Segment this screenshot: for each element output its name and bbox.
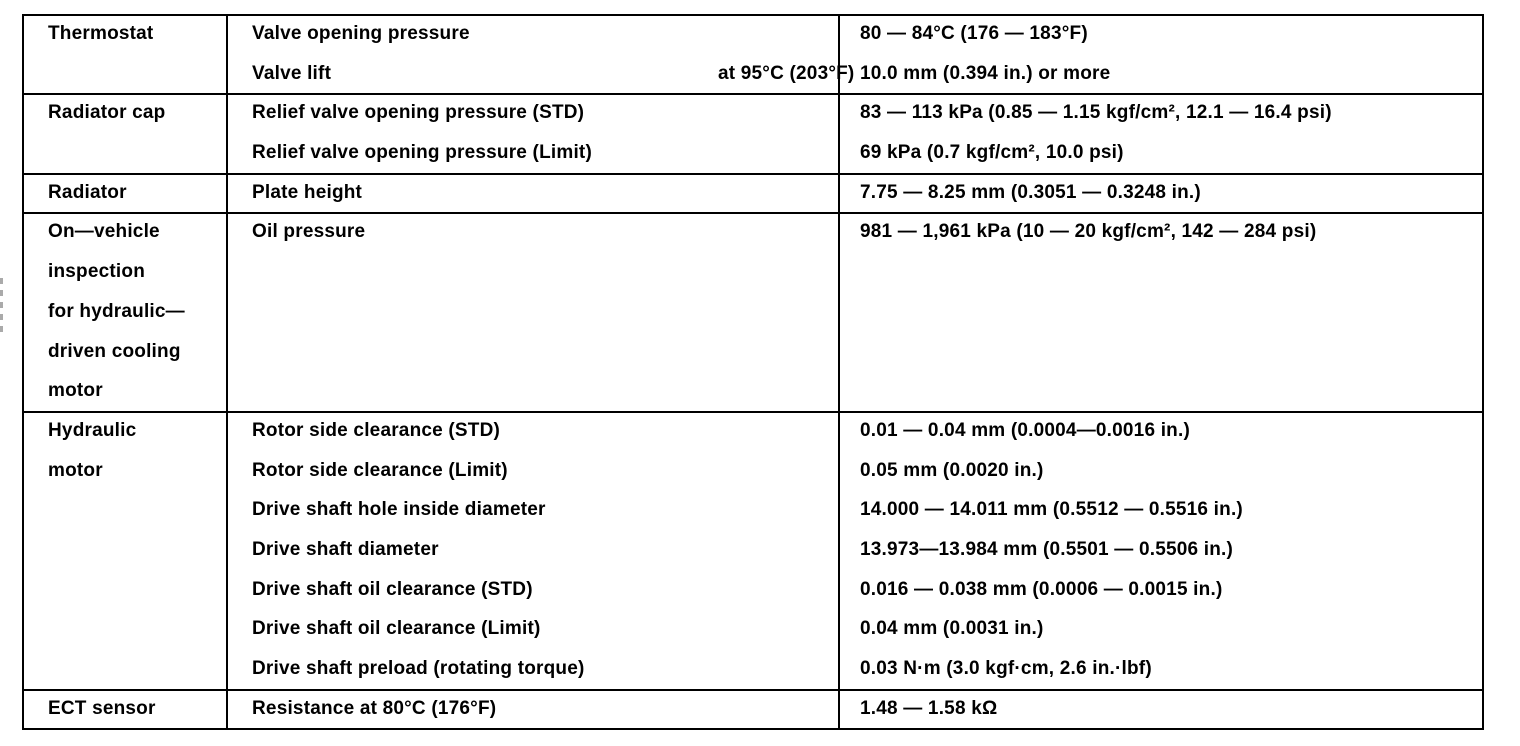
inspection-item [228,54,855,94]
inspection-item-label: Relief valve opening pressure (STD) [252,102,585,124]
component-name-line: motor [48,459,103,481]
component-name-line: Thermostat [48,23,154,44]
inspection-item-label: Oil pressure [252,221,366,243]
component-cell [23,412,227,690]
inspection-item [228,490,838,530]
spec-group-row [23,174,1483,214]
inspection-item [228,649,838,689]
inspection-item-cell [227,174,839,214]
specification-value: 7.75 — 8.25 mm (0.3051 — 0.3248 in.) [860,181,1201,203]
component-name-line: driven cooling [48,340,181,362]
component-cell [23,94,227,173]
component-name-line: inspection [48,261,146,283]
specification-value: 0.04 mm (0.0031 in.) [860,618,1044,640]
specification-value: 0.016 — 0.038 mm (0.0006 — 0.0015 in.) [860,578,1223,600]
inspection-item [228,411,838,451]
specification-value: 0.01 — 0.04 mm (0.0004—0.0016 in.) [860,419,1190,441]
inspection-item-label: Drive shaft preload (rotating torque) [252,658,585,679]
component-name-line: for hydraulic— [48,300,185,322]
component-name-line: motor [48,380,103,402]
inspection-item-cell [227,690,839,730]
specification-value: 14.000 — 14.011 mm (0.5512 — 0.5516 in.) [860,499,1243,521]
component-name-line: ECT sensor [48,697,156,719]
inspection-item-label: Relief valve opening pressure (Limit) [252,142,592,164]
inspection-item-label: Resistance at 80°C (176°F) [252,697,497,719]
inspection-item-label: Valve lift [252,62,332,84]
component-name-line: Radiator [48,181,127,203]
specification-value: 0.03 N·m (3.0 kgf·cm, 2.6 in.·lbf) [860,658,1152,679]
scan-artifact [0,278,3,338]
component-cell [23,690,227,730]
inspection-item [228,570,838,610]
component-cell [23,213,227,411]
inspection-item-label: Rotor side clearance (Limit) [252,459,508,481]
inspection-item-label: Plate height [252,181,363,203]
specification-value-cell [839,15,1483,94]
specification-value: 1.48 — 1.58 kΩ [860,697,998,719]
specification-value-cell [839,213,1483,411]
specification-value-cell [839,412,1483,690]
specification-value: 83 — 113 kPa (0.85 — 1.15 kgf/cm², 12.1 — 16.4 psi) [860,102,1332,124]
inspection-item [228,93,838,133]
specification-value: 981 — 1,961 kPa (10 — 20 kgf/cm², 142 — 284 psi) [860,221,1317,243]
specification-value: 69 kPa (0.7 kgf/cm², 10.0 psi) [860,142,1124,164]
component-name-line: Radiator cap [48,102,166,124]
component-name-line: On—vehicle [48,221,160,243]
inspection-item [228,530,838,570]
inspection-item [228,212,838,252]
inspection-item-label: Drive shaft oil clearance (Limit) [252,618,541,640]
specification-value: 80 — 84°C (176 — 183°F) [860,23,1088,44]
specification-value-cell [839,94,1483,173]
inspection-item [228,609,838,649]
inspection-item [228,14,838,54]
component-cell [23,174,227,214]
inspection-item-label: Drive shaft oil clearance (STD) [252,578,533,600]
inspection-item-cell [227,15,855,94]
inspection-item-cell [227,412,839,690]
specification-value: 10.0 mm (0.394 in.) or more [860,62,1111,84]
component-cell [23,15,227,94]
inspection-item [228,689,838,729]
inspection-item-label: Valve opening pressure [252,23,470,44]
spec-group-row [23,15,1483,94]
specification-value-cell [839,690,1483,730]
component-name-line: Hydraulic [48,419,137,441]
inspection-item-label: Drive shaft diameter [252,538,439,560]
inspection-item [228,173,838,213]
spec-group-row [23,690,1483,730]
inspection-item-cell [227,213,839,411]
inspection-item-label: Rotor side clearance (STD) [252,419,501,441]
specification-table [22,14,1484,730]
specification-value: 0.05 mm (0.0020 in.) [860,459,1044,481]
spec-group-row [23,94,1483,173]
spec-group-row [23,213,1483,411]
inspection-item-label: Drive shaft hole inside diameter [252,499,546,521]
inspection-item [228,451,838,491]
inspection-item [228,133,838,173]
specification-value-cell [839,174,1483,214]
spec-group-row [23,412,1483,690]
inspection-item-cell [227,94,839,173]
inspection-condition: at 95°C (203°F) [718,62,855,84]
specification-value: 13.973—13.984 mm (0.5501 — 0.5506 in.) [860,538,1234,560]
specification-table-body [23,15,1483,729]
